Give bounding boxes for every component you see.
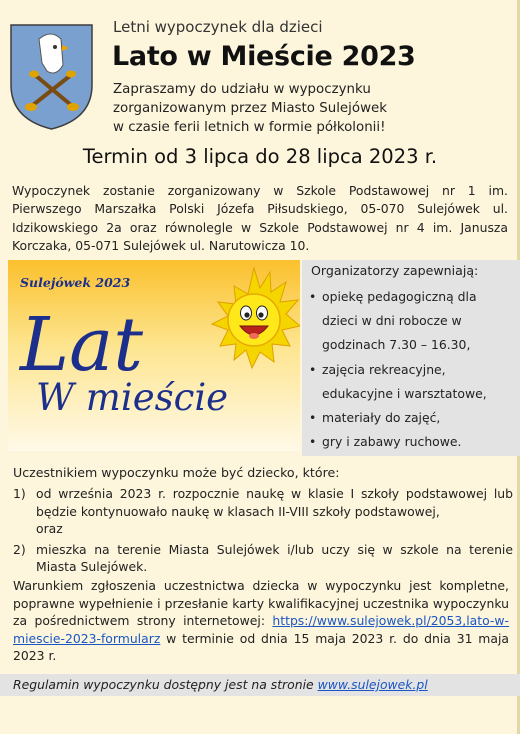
condition-text: mieszka na terenie Miasta Sulejówek i/lub uczy się w szkole na terenie Miasta Sulejówek. <box>36 541 513 574</box>
lato-w-miescie-banner <box>8 260 300 451</box>
banner-big-text: Lat <box>20 302 143 388</box>
conditions-list <box>13 485 513 576</box>
invitation-line: Zapraszamy do udziału w wypoczynku <box>113 82 371 97</box>
regulations-text: Regulamin wypoczynku dostępny jest na stronie <box>13 677 318 692</box>
list-number: 1) <box>13 486 26 501</box>
condition-connector: oraz <box>36 521 63 536</box>
list-item: • materiały do zajęć, <box>307 406 512 430</box>
banner-small-text: Sulejówek 2023 <box>20 275 131 290</box>
registration-deadline-text: w terminie od dnia 15 maja 2023 r. do dnia 31 maja 2023 r. <box>13 630 509 664</box>
registration-text: Warunkiem zgłoszenia uczestnictwa dziecka w wypoczynku jest kompletne, poprawne wypełnienie i przesłanie karty kwalifikacyjnej uczestnika wypoczynku za pośrednictwem strony internetowej: <box>13 578 509 629</box>
flyer-subtitle: Letni wypoczynek dla dzieci <box>113 18 323 36</box>
list-item: • gry i zabawy ruchowe. <box>307 430 512 454</box>
invitation-text <box>113 80 413 137</box>
location-paragraph: Wypoczynek zostanie zorganizowany w Szkole Podstawowej nr 1 im. Pierwszego Marszałka Polski Józefa Piłsudskiego, 05-070 Sulejówek ul. Idzikowskiego 2a oraz równolegle w Szkole Podstawowej nr 4 im. Janusza Korczaka, 05-071 Sulejówek ul. Narutowicza 10. <box>12 183 508 254</box>
coat-of-arms-icon <box>9 23 94 131</box>
registration-paragraph <box>13 577 509 665</box>
list-item: • zajęcia rekreacyjne, edukacyjne i warsztatowe, <box>307 358 512 406</box>
list-item: • opiekę pedagogiczną dla dzieci w dni robocze w godzinach 7.30 – 16.30, <box>307 285 512 358</box>
condition-text: od września 2023 r. rozpocznie naukę w klasie I szkoły podstawowej lub będzie kontynuowało naukę w klasach II-VIII szkoły podstawowej, <box>36 486 513 519</box>
flyer-title: Lato w Mieście 2023 <box>112 41 416 72</box>
website-link[interactable]: www.sulejowek.pl <box>317 677 428 692</box>
banner-bottom-text: W mieście <box>36 376 229 419</box>
footer-text <box>13 677 428 692</box>
conditions-heading: Uczestnikiem wypoczynku może być dziecko, które: <box>13 465 340 480</box>
list-item <box>13 541 513 576</box>
list-item <box>13 485 513 538</box>
invitation-line: zorganizowanym przez Miasto Sulejówek <box>113 101 388 116</box>
registration-form-link[interactable]: https://www.sulejowek.pl/2053,lato-w-miescie-2023-formularz <box>13 613 509 646</box>
invitation-line: w czasie ferii letnich w formie półkolonii! <box>113 120 386 135</box>
list-number: 2) <box>13 541 26 557</box>
organizers-heading: Organizatorzy zapewniają: <box>311 263 479 278</box>
organizers-list <box>307 285 512 454</box>
term-dates: Termin od 3 lipca do 28 lipca 2023 r. <box>82 145 438 168</box>
